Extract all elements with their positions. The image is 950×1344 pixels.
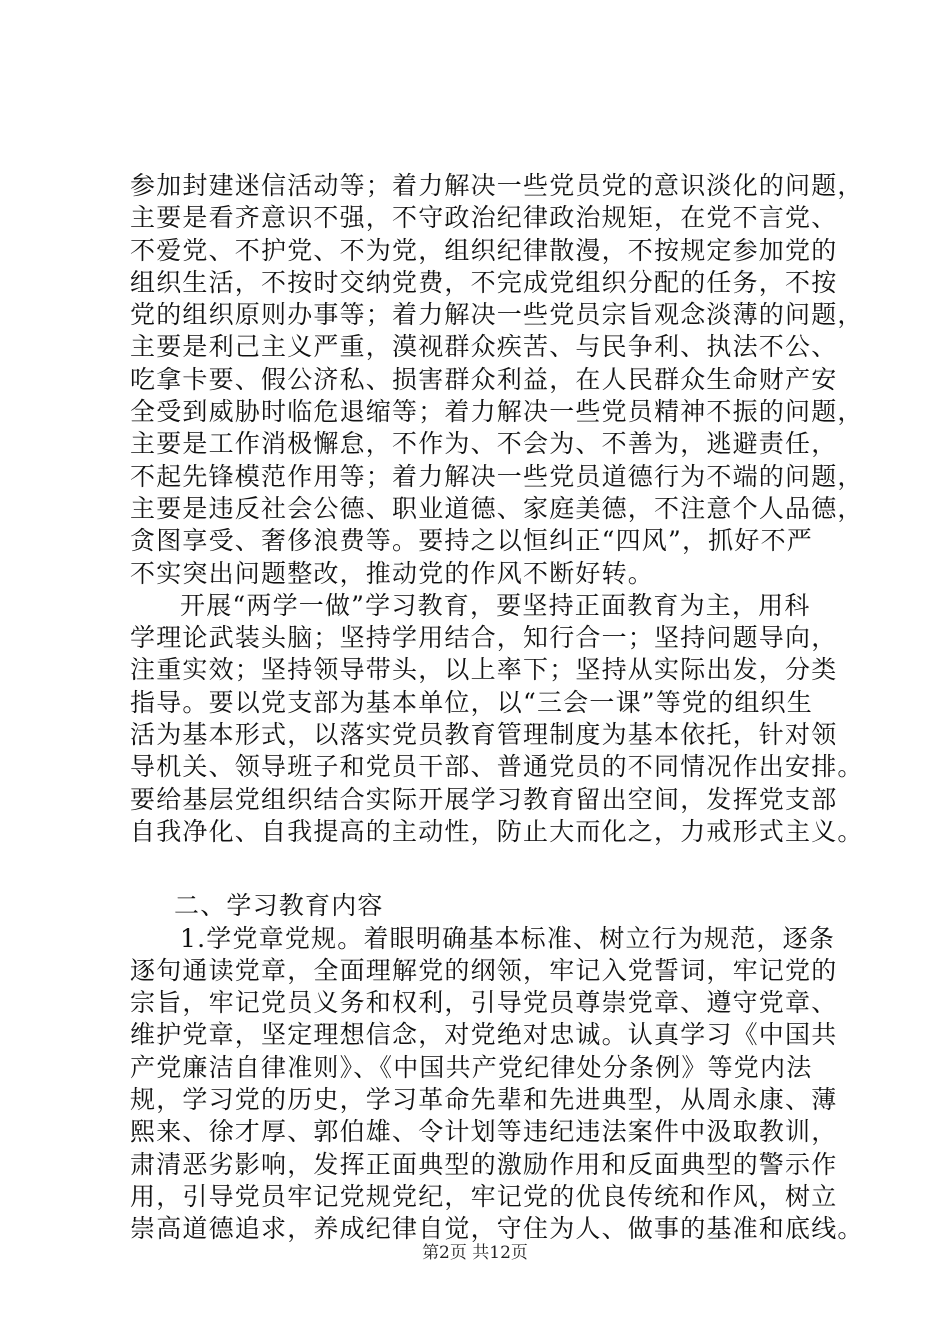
text-line: 宗旨，牢记党员义务和权利，引导党员尊崇党章、遵守党章、 [130,988,838,1018]
text-line: 全受到威胁时临危退缩等；着力解决一些党员精神不振的问题， [130,397,864,427]
text-line: 指导。要以党支部为基本单位，以“三会一课”等党的组织生 [130,687,813,717]
text-line: 逐句通读党章，全面理解党的纲领，牢记入党誓词，牢记党的 [130,955,838,985]
text-line: 主要是看齐意识不强，不守政治纪律政治规矩，在党不言党、 [130,203,838,233]
text-line: 崇高道德追求，养成纪律自觉，守住为人、做事的基准和底线。 [130,1214,864,1244]
text-line: 开展“两学一做”学习教育，要坚持正面教育为主，用科 [180,590,811,620]
text-line: 不起先锋模范作用等；着力解决一些党员道德行为不端的问题， [130,461,864,491]
paragraph-3 [130,923,864,1246]
paragraph-1 [130,170,864,590]
text-line: 不爱党、不护党、不为党，组织纪律散漫，不按规定参加党的 [130,235,838,265]
text-line: 主要是违反社会公德、职业道德、家庭美德，不注意个人品德， [130,493,864,523]
text-line: 用，引导党员牢记党规党纪，牢记党的优良传统和作风，树立 [130,1181,838,1211]
text-line: 肃清恶劣影响，发挥正面典型的激励作用和反面典型的警示作 [130,1149,838,1179]
text-line: 吃拿卡要、假公济私、损害群众利益，在人民群众生命财产安 [130,364,838,394]
text-line: 导机关、领导班子和党员干部、普通党员的不同情况作出安排。 [130,752,864,782]
text-line: 党的组织原则办事等；着力解决一些党员宗旨观念淡薄的问题， [130,300,864,330]
text-line: 注重实效；坚持领导带头，以上率下；坚持从实际出发，分类 [130,655,838,685]
text-line: 贪图享受、奢侈浪费等。要持之以恒纠正“四风”，抓好不严 [130,526,813,556]
text-line: 不实突出问题整改，推动党的作风不断好转。 [130,558,655,588]
paragraph-2 [130,590,864,848]
paragraph-gap [130,848,850,890]
text-line: 要给基层党组织结合实际开展学习教育留出空间，发挥党支部 [130,784,838,814]
text-line: 熙来、徐才厚、郭伯雄、令计划等违纪违法案件中汲取教训， [130,1117,838,1147]
text-line: 主要是利己主义严重，漠视群众疾苦、与民争利、执法不公、 [130,332,838,362]
section-heading: 二、学习教育内容 [174,891,384,921]
page-footer: 第2页 共12页 [422,1243,528,1263]
text-line: 参加封建迷信活动等；着力解决一些党员党的意识淡化的问题， [130,171,864,200]
text-line: 1.学党章党规。着眼明确基本标准、树立行为规范，逐条 [180,923,836,953]
text-line: 产党廉洁自律准则》、《中国共产党纪律处分条例》等党内法 [130,1052,813,1082]
document-body [130,170,864,1246]
text-line: 维护党章，坚定理想信念，对党绝对忠诚。认真学习《中国共 [130,1020,838,1050]
text-line: 主要是工作消极懈怠，不作为、不会为、不善为，逃避责任， [130,429,838,459]
text-line: 组织生活，不按时交纳党费，不完成党组织分配的任务，不按 [130,267,838,297]
text-line: 自我净化、自我提高的主动性，防止大而化之，力戒形式主义。 [130,816,864,846]
text-line: 规，学习党的历史，学习革命先辈和先进典型，从周永康、薄 [130,1085,838,1115]
text-line: 学理论武装头脑；坚持学用结合，知行合一；坚持问题导向， [130,623,838,653]
text-line: 活为基本形式，以落实党员教育管理制度为基本依托，针对领 [130,720,838,750]
